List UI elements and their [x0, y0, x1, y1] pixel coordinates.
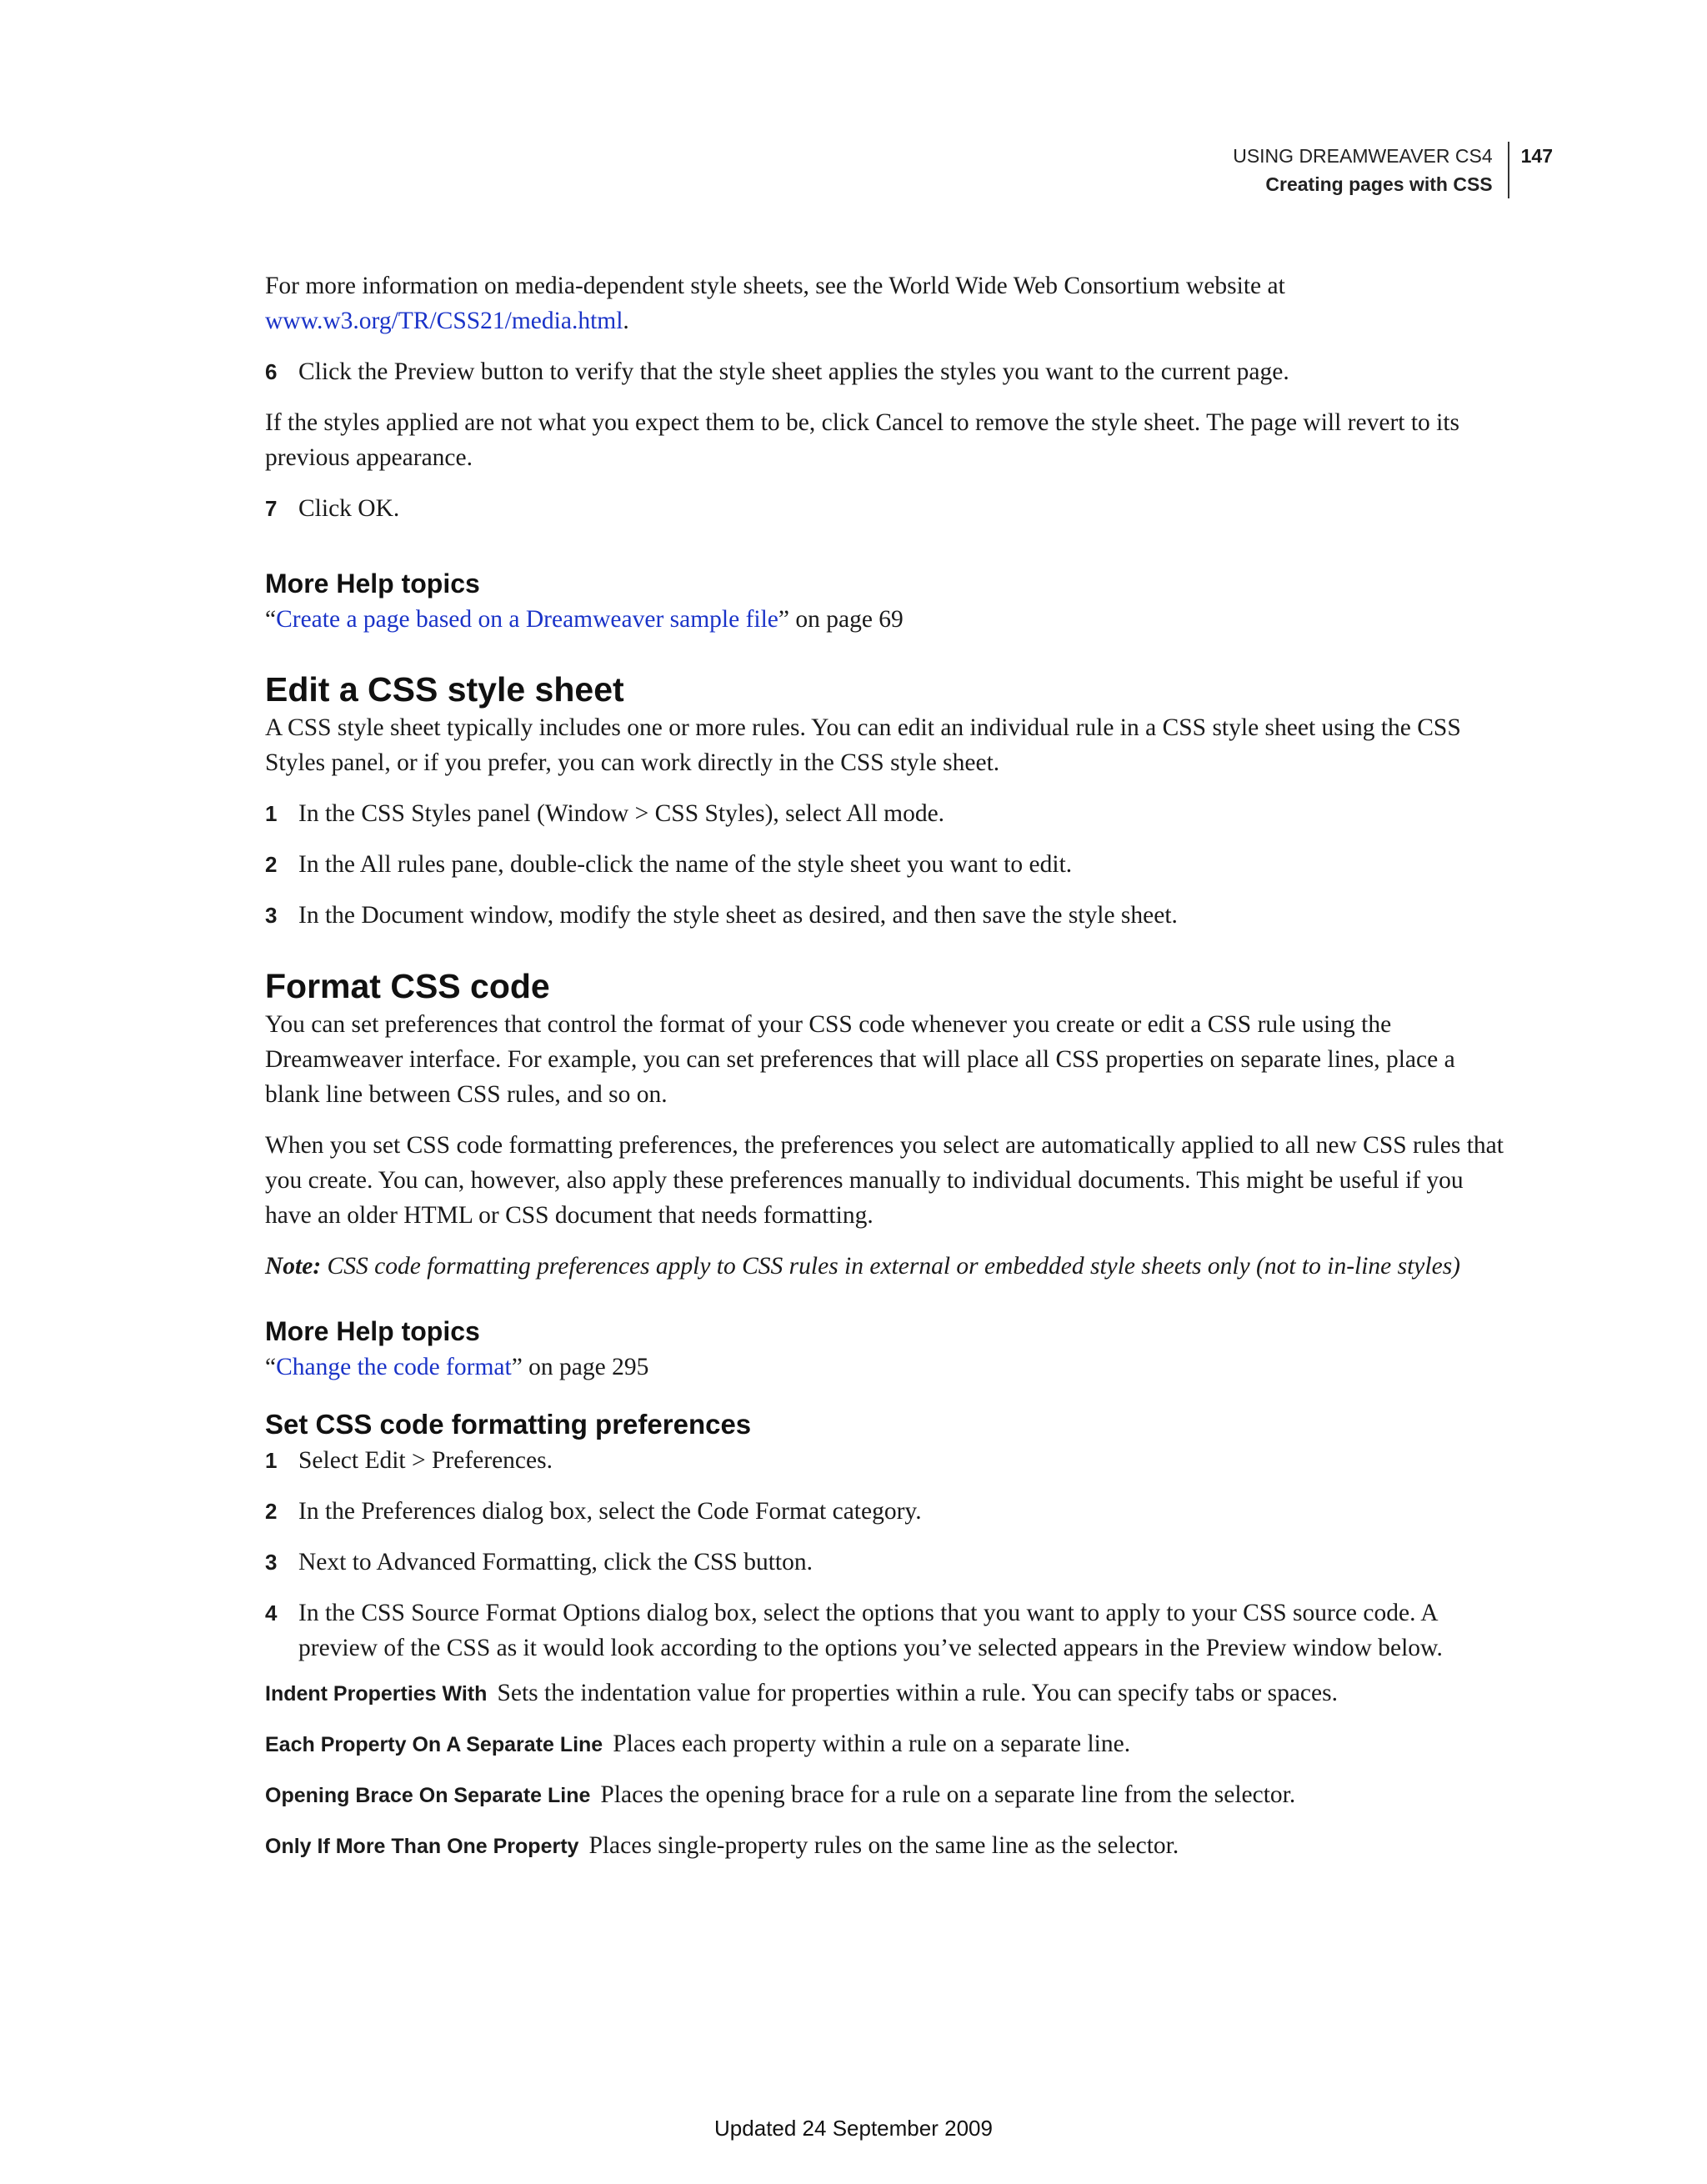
- help-link-line: [265, 602, 1507, 637]
- step-text: Click the Preview button to verify that the style sheet applies the styles you want to the current page.: [298, 358, 1289, 385]
- header-subtitle: Creating pages with CSS: [1265, 173, 1493, 195]
- note-text: CSS code formatting preferences apply to CSS rules in external or embedded style sheets only (not to in-line styles): [321, 1253, 1460, 1280]
- step-number: 2: [265, 852, 278, 877]
- open-quote: “: [265, 606, 277, 633]
- footer-updated: Updated 24 September 2009: [714, 2116, 993, 2141]
- step-text: In the All rules pane, double-click the name of the style sheet you want to edit.: [298, 851, 1073, 878]
- step-text: In the Document window, modify the style sheet as desired, and then save the style sheet.: [298, 902, 1178, 929]
- step-text: In the CSS Styles panel (Window > CSS Styles), select All mode.: [298, 800, 945, 827]
- step-number: 3: [265, 903, 278, 928]
- step-7: [265, 491, 1507, 526]
- intro-paragraph: [265, 268, 1507, 338]
- option-description: Sets the indentation value for properties within a rule. You can specify tabs or spaces.: [497, 1680, 1338, 1706]
- step-number: 7: [265, 496, 278, 521]
- intro-text: For more information on media-dependent style sheets, see the World Wide Web Consortium website at: [265, 273, 1285, 299]
- code-format-link[interactable]: Change the code format: [276, 1354, 512, 1380]
- format-paragraph-2: When you set CSS code formatting preferences, the preferences you select are automatically applied to all new CSS rules that you create. You can, however, also apply these preferences manually to individual documents. This might be useful if you have an older HTML or CSS document that needs formatting.: [265, 1132, 1504, 1229]
- more-help-heading-2: More Help topics: [265, 1316, 480, 1346]
- prefs-step-1: [265, 1443, 1507, 1478]
- format-paragraph-1: You can set preferences that control the format of your CSS code whenever you create or edit a CSS rule using the Dreamweaver interface. For example, you can set preferences that will place all CSS properties on separate lines, place a blank line between CSS rules, and so on.: [265, 1011, 1455, 1108]
- w3c-media-link[interactable]: www.w3.org/TR/CSS21/media.html: [265, 308, 623, 334]
- option-each-property: [265, 1726, 1507, 1762]
- note-paragraph: [265, 1249, 1507, 1284]
- option-description: Places each property within a rule on a separate line.: [613, 1731, 1131, 1757]
- header-text: [1233, 142, 1509, 198]
- section-heading-format: Format CSS code: [265, 967, 550, 1005]
- prefs-step-2: [265, 1494, 1507, 1529]
- option-description: Places single-property rules on the same line as the selector.: [588, 1832, 1179, 1859]
- running-header: [1233, 142, 1553, 198]
- option-term: Opening Brace On Separate Line: [265, 1784, 591, 1807]
- header-title: USING DREAMWEAVER CS4: [1233, 145, 1493, 167]
- step-number: 1: [265, 801, 278, 826]
- step-text: In the CSS Source Format Options dialog box, select the options that you want to apply to your CSS source code. A preview of the CSS as it would look according to the options you’ve selected appears in the Preview window below.: [298, 1600, 1443, 1661]
- note-label: Note:: [265, 1253, 322, 1280]
- edit-step-1: [265, 796, 1507, 831]
- step-text: In the Preferences dialog box, select the Code Format category.: [298, 1498, 922, 1525]
- option-term: Only If More Than One Property: [265, 1835, 579, 1858]
- edit-paragraph: A CSS style sheet typically includes one or more rules. You can edit an individual rule in a CSS style sheet using the CSS Styles panel, or if you prefer, you can work directly in the CSS style sheet.: [265, 714, 1461, 776]
- option-description: Places the opening brace for a rule on a separate line from the selector.: [600, 1781, 1296, 1808]
- prefs-step-3: [265, 1545, 1507, 1580]
- intro-period: .: [623, 308, 629, 334]
- more-help-heading: More Help topics: [265, 569, 480, 599]
- sample-file-link[interactable]: Create a page based on a Dreamweaver sample file: [276, 606, 778, 633]
- step-number: 6: [265, 359, 278, 384]
- option-term: Indent Properties With: [265, 1682, 488, 1706]
- edit-step-3: [265, 898, 1507, 933]
- step-number: 3: [265, 1550, 278, 1575]
- page-number: 147: [1520, 145, 1553, 167]
- step-text: Next to Advanced Formatting, click the CSS button.: [298, 1549, 813, 1575]
- page-reference: ” on page 69: [778, 606, 904, 633]
- step-6: [265, 354, 1507, 389]
- step-text: Select Edit > Preferences.: [298, 1447, 553, 1474]
- prefs-step-4: [265, 1595, 1507, 1666]
- option-term: Each Property On A Separate Line: [265, 1733, 603, 1756]
- help-link-line-2: [265, 1350, 1507, 1385]
- section-heading-edit: Edit a CSS style sheet: [265, 670, 624, 709]
- option-indent-properties: [265, 1676, 1507, 1711]
- option-only-if-more: [265, 1828, 1507, 1864]
- page-reference: ” on page 295: [511, 1354, 649, 1380]
- subsection-heading-prefs: Set CSS code formatting preferences: [265, 1409, 752, 1440]
- edit-step-2: [265, 847, 1507, 882]
- open-quote: “: [265, 1354, 277, 1380]
- step-number: 1: [265, 1448, 278, 1473]
- option-opening-brace: [265, 1777, 1507, 1813]
- step-number: 2: [265, 1499, 278, 1524]
- page-body: [265, 268, 1507, 1879]
- cancel-paragraph: If the styles applied are not what you expect them to be, click Cancel to remove the style sheet. The page will revert to its previous appearance.: [265, 409, 1460, 471]
- step-number: 4: [265, 1600, 278, 1625]
- step-text: Click OK.: [298, 495, 400, 522]
